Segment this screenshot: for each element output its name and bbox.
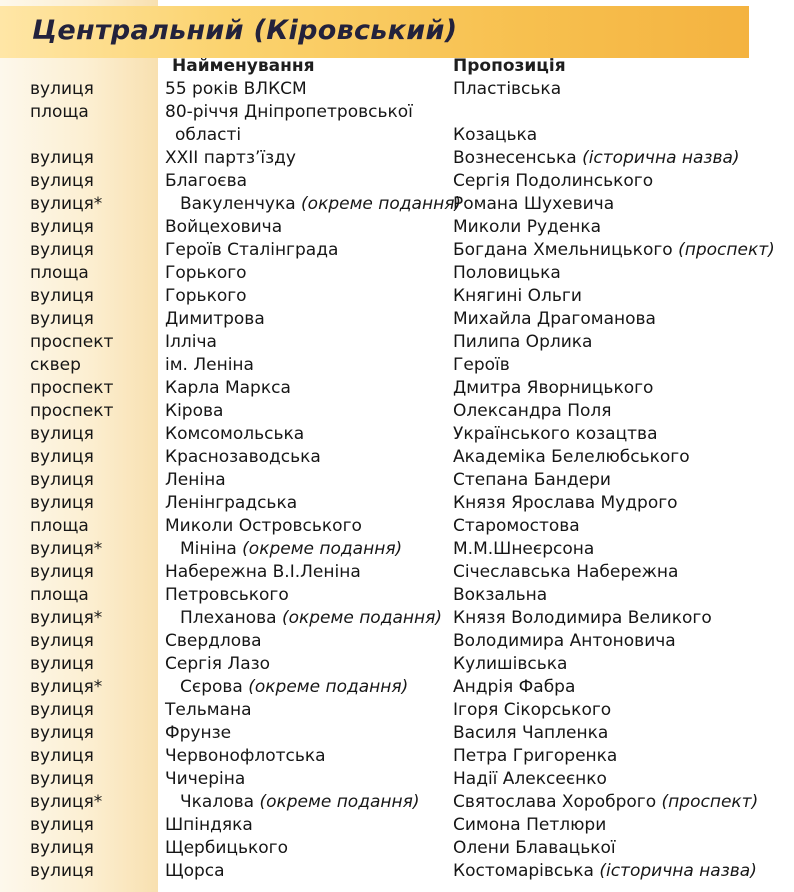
current-name-text: Тельмана bbox=[165, 700, 252, 720]
separate-submission-note: (окреме подання) bbox=[259, 792, 420, 812]
current-name-text: Вакуленчука bbox=[180, 194, 296, 214]
row-current-name bbox=[165, 561, 361, 584]
row-current-name bbox=[180, 676, 408, 699]
current-name-text: Петровського bbox=[165, 585, 289, 605]
row-type: вулиця* bbox=[30, 677, 103, 697]
proposed-name-text: Академіка Белелюбського bbox=[453, 447, 690, 467]
row-type: проспект bbox=[30, 378, 114, 398]
row-type: вулиця* bbox=[30, 792, 103, 812]
proposed-name-text: Святослава Хороброго bbox=[453, 792, 657, 812]
table-row bbox=[0, 216, 794, 239]
table-row bbox=[0, 354, 794, 377]
row-type: вулиця bbox=[30, 838, 94, 858]
table-row bbox=[0, 331, 794, 354]
row-current-name bbox=[165, 515, 362, 538]
row-current-name bbox=[165, 377, 291, 400]
current-name-text: Свердлова bbox=[165, 631, 262, 651]
row-proposed-name bbox=[453, 699, 611, 722]
proposed-name-text: Симона Петлюри bbox=[453, 815, 607, 835]
current-name-line2: області bbox=[175, 125, 242, 145]
current-name-text: 55 років ВЛКСМ bbox=[165, 79, 307, 99]
current-name-text: Ілліча bbox=[165, 332, 217, 352]
row-type: площа bbox=[30, 102, 89, 122]
proposed-name-text: Володимира Антоновича bbox=[453, 631, 676, 651]
row-proposed-name bbox=[453, 423, 657, 446]
row-current-name bbox=[165, 285, 247, 308]
row-proposed-name bbox=[453, 837, 616, 860]
row-current-name bbox=[165, 653, 270, 676]
proposal-note: (проспект) bbox=[678, 240, 775, 260]
proposed-name-text: Василя Чапленка bbox=[453, 723, 609, 743]
row-current-name bbox=[165, 860, 225, 883]
row-current-name bbox=[165, 492, 297, 515]
row-type: вулиця bbox=[30, 309, 94, 329]
proposed-name-text: Андрія Фабра bbox=[453, 677, 576, 697]
current-name-text: Благоєва bbox=[165, 171, 248, 191]
table-row bbox=[0, 469, 794, 492]
row-proposed-name bbox=[453, 331, 592, 354]
proposed-name-text: Пластівська bbox=[453, 79, 562, 99]
row-proposed-name bbox=[453, 515, 580, 538]
row-type: проспект bbox=[30, 332, 114, 352]
current-name-text: Димитрова bbox=[165, 309, 265, 329]
row-current-name bbox=[165, 423, 304, 446]
table-row bbox=[0, 308, 794, 331]
row-proposed-name bbox=[453, 561, 678, 584]
separate-submission-note: (окреме подання) bbox=[301, 194, 462, 214]
proposed-name-text: Дмитра Яворницького bbox=[453, 378, 654, 398]
table-row bbox=[0, 538, 794, 561]
row-proposed-name bbox=[453, 607, 712, 630]
current-name-text: Сергія Лазо bbox=[165, 654, 271, 674]
row-proposed-name bbox=[453, 354, 510, 377]
table-row bbox=[0, 814, 794, 837]
proposed-name-text: Вознесенська bbox=[453, 148, 577, 168]
table-row bbox=[0, 147, 794, 170]
row-current-name bbox=[165, 262, 247, 285]
row-current-name bbox=[165, 814, 253, 837]
row-proposed-name bbox=[453, 584, 547, 607]
row-proposed-name bbox=[453, 285, 582, 308]
row-proposed-name bbox=[453, 676, 575, 699]
row-current-name bbox=[165, 216, 282, 239]
proposed-name-text: Половицька bbox=[453, 263, 561, 283]
current-name-text: Миколи Островського bbox=[165, 516, 362, 536]
row-proposed-name bbox=[453, 308, 656, 331]
row-proposed-name bbox=[453, 147, 740, 170]
proposal-note: (проспект) bbox=[661, 792, 759, 812]
current-name-text: Героїв Сталінграда bbox=[165, 240, 339, 260]
row-proposed-name bbox=[453, 791, 758, 814]
row-current-name bbox=[165, 170, 247, 193]
row-proposed-name bbox=[453, 814, 606, 837]
row-type: вулиця bbox=[30, 700, 94, 720]
current-name-text: Набережна В.І.Леніна bbox=[165, 562, 361, 582]
proposal-note: (історична назва) bbox=[582, 148, 740, 168]
row-proposed-name bbox=[453, 377, 653, 400]
proposed-name-text: Кулишівська bbox=[453, 654, 568, 674]
proposed-name-text: Князя Володимира Великого bbox=[453, 608, 712, 628]
row-type: вулиця* bbox=[30, 194, 103, 214]
current-name-text: Мініна bbox=[180, 539, 237, 559]
current-name-text: ХХІІ партз’їзду bbox=[165, 148, 296, 168]
row-type: вулиця bbox=[30, 79, 94, 99]
row-current-name bbox=[165, 699, 252, 722]
table-row bbox=[0, 239, 794, 262]
row-type: вулиця bbox=[30, 861, 94, 881]
proposed-name-text: Михайла Драгоманова bbox=[453, 309, 656, 329]
row-current-name bbox=[180, 791, 419, 814]
proposed-name-text: Олександра Поля bbox=[453, 401, 612, 421]
current-name-text: Карла Маркса bbox=[165, 378, 291, 398]
proposed-name-text: Січеславська Набережна bbox=[453, 562, 679, 582]
row-proposed-name bbox=[453, 492, 678, 515]
current-name-text: Горького bbox=[165, 286, 247, 306]
row-type: вулиця bbox=[30, 562, 94, 582]
table-row bbox=[0, 515, 794, 538]
row-type: площа bbox=[30, 516, 89, 536]
current-name-text: Кірова bbox=[165, 401, 224, 421]
row-type: вулиця bbox=[30, 815, 94, 835]
current-name-text: Фрунзе bbox=[165, 723, 232, 743]
table-row bbox=[0, 607, 794, 630]
row-proposed-name bbox=[453, 262, 561, 285]
separate-submission-note: (окреме подання) bbox=[281, 608, 442, 628]
row-current-name bbox=[165, 331, 217, 354]
row-type: вулиця bbox=[30, 217, 94, 237]
row-proposed-name bbox=[453, 193, 614, 216]
row-current-name bbox=[165, 147, 296, 170]
proposed-name-text: Петра Григоренка bbox=[453, 746, 618, 766]
proposed-name-text: Олени Блавацької bbox=[453, 838, 616, 858]
current-name-text: Чкалова bbox=[180, 792, 255, 812]
row-proposed-name bbox=[453, 239, 775, 262]
row-current-name bbox=[165, 78, 307, 101]
proposed-name-text: Романа Шухевича bbox=[453, 194, 615, 214]
row-type: вулиця* bbox=[30, 539, 103, 559]
row-type: вулиця* bbox=[30, 608, 103, 628]
current-name-text: Шпіндяка bbox=[165, 815, 253, 835]
current-name-text: Сєрова bbox=[180, 677, 243, 697]
row-type: вулиця bbox=[30, 171, 94, 191]
row-proposed-name bbox=[453, 768, 607, 791]
row-type: вулиця bbox=[30, 240, 94, 260]
row-proposed-name bbox=[453, 722, 608, 745]
row-type: вулиця bbox=[30, 723, 94, 743]
row-proposed-name bbox=[453, 653, 567, 676]
current-name-text: Щербицького bbox=[165, 838, 288, 858]
row-type: вулиця bbox=[30, 424, 94, 444]
proposed-name-text: Княгині Ольги bbox=[453, 286, 582, 306]
proposed-name-text: Героїв bbox=[453, 355, 510, 375]
row-current-name bbox=[165, 584, 289, 607]
row-current-name bbox=[180, 607, 442, 630]
row-proposed-name bbox=[453, 170, 653, 193]
table-row bbox=[0, 722, 794, 745]
row-current-name bbox=[165, 400, 223, 423]
proposed-name-text: Ігоря Сікорського bbox=[453, 700, 612, 720]
row-proposed-name bbox=[453, 78, 561, 101]
row-type: вулиця bbox=[30, 654, 94, 674]
row-current-name bbox=[165, 722, 231, 745]
row-type: вулиця bbox=[30, 470, 94, 490]
row-current-name bbox=[165, 308, 265, 331]
table-row bbox=[0, 400, 794, 423]
row-proposed-name bbox=[453, 745, 617, 768]
current-name-text: Червонофлотська bbox=[165, 746, 326, 766]
row-type: вулиця bbox=[30, 447, 94, 467]
row-proposed-name bbox=[453, 124, 537, 147]
row-current-name bbox=[165, 354, 254, 377]
page-title: Центральний (Кіровський) bbox=[32, 15, 458, 46]
proposed-name-text: Козацька bbox=[453, 125, 538, 145]
row-type: вулиця bbox=[30, 493, 94, 513]
table-row bbox=[0, 745, 794, 768]
row-current-name bbox=[165, 101, 413, 147]
current-name-text: Краснозаводська bbox=[165, 447, 321, 467]
proposed-name-text: Костомарівська bbox=[453, 861, 594, 881]
row-proposed-name bbox=[453, 469, 611, 492]
row-current-name bbox=[165, 630, 262, 653]
table-row bbox=[0, 170, 794, 193]
table-row bbox=[0, 837, 794, 860]
current-name-text: Ленінградська bbox=[165, 493, 298, 513]
table-row bbox=[0, 446, 794, 469]
current-name-text: Щорса bbox=[165, 861, 225, 881]
proposal-note: (історична назва) bbox=[599, 861, 757, 881]
row-current-name bbox=[165, 745, 326, 768]
proposed-name-text: Князя Ярослава Мудрого bbox=[453, 493, 678, 513]
current-name-text: ім. Леніна bbox=[165, 355, 254, 375]
table-row bbox=[0, 285, 794, 308]
table-row bbox=[0, 584, 794, 607]
row-current-name bbox=[165, 837, 288, 860]
row-type: вулиця bbox=[30, 631, 94, 651]
table-row bbox=[0, 676, 794, 699]
row-type: площа bbox=[30, 585, 89, 605]
row-current-name bbox=[180, 193, 461, 216]
row-current-name bbox=[180, 538, 402, 561]
proposed-name-text: Надії Алексеєнко bbox=[453, 769, 607, 789]
proposed-name-text: Вокзальна bbox=[453, 585, 548, 605]
table-row bbox=[0, 630, 794, 653]
table-row bbox=[0, 768, 794, 791]
current-name-text: Горького bbox=[165, 263, 247, 283]
proposed-name-text: Старомостова bbox=[453, 516, 580, 536]
current-name-text: Войцеховича bbox=[165, 217, 283, 237]
table-row bbox=[0, 492, 794, 515]
table-row bbox=[0, 423, 794, 446]
row-current-name bbox=[165, 768, 245, 791]
table-row bbox=[0, 78, 794, 101]
column-header-proposal: Пропозиція bbox=[453, 56, 566, 76]
table-row bbox=[0, 377, 794, 400]
proposed-name-text: Пилипа Орлика bbox=[453, 332, 593, 352]
row-proposed-name bbox=[453, 538, 594, 561]
current-name-text: Леніна bbox=[165, 470, 226, 490]
table-row bbox=[0, 101, 794, 147]
row-proposed-name bbox=[453, 630, 676, 653]
renaming-table bbox=[0, 78, 794, 883]
current-name-text: Чичеріна bbox=[165, 769, 246, 789]
column-header-name: Найменування bbox=[172, 56, 315, 76]
row-proposed-name bbox=[453, 860, 757, 883]
row-proposed-name bbox=[453, 216, 601, 239]
proposed-name-text: Богдана Хмельницького bbox=[453, 240, 673, 260]
proposed-name-text: Миколи Руденка bbox=[453, 217, 602, 237]
proposed-name-text: Українського козацтва bbox=[453, 424, 658, 444]
proposed-name-text: Степана Бандери bbox=[453, 470, 611, 490]
table-row bbox=[0, 653, 794, 676]
row-type: вулиця bbox=[30, 769, 94, 789]
row-current-name bbox=[165, 469, 226, 492]
table-row bbox=[0, 561, 794, 584]
row-current-name bbox=[165, 239, 338, 262]
row-proposed-name bbox=[453, 400, 612, 423]
row-type: вулиця bbox=[30, 286, 94, 306]
row-type: площа bbox=[30, 263, 89, 283]
separate-submission-note: (окреме подання) bbox=[248, 677, 409, 697]
row-type: сквер bbox=[30, 355, 81, 375]
separate-submission-note: (окреме подання) bbox=[242, 539, 403, 559]
row-proposed-name bbox=[453, 446, 690, 469]
current-name-text: 80-річчя Дніпропетровської bbox=[165, 102, 413, 122]
row-current-name bbox=[165, 446, 321, 469]
row-type: вулиця bbox=[30, 148, 94, 168]
row-type: проспект bbox=[30, 401, 114, 421]
table-row bbox=[0, 791, 794, 814]
proposed-name-text: Сергія Подолинського bbox=[453, 171, 654, 191]
current-name-text: Плеханова bbox=[180, 608, 277, 628]
table-row bbox=[0, 262, 794, 285]
table-row bbox=[0, 860, 794, 883]
table-row bbox=[0, 699, 794, 722]
table-row bbox=[0, 193, 794, 216]
proposed-name-text: М.М.Шнеєрсона bbox=[453, 539, 595, 559]
current-name-text: Комсомольська bbox=[165, 424, 305, 444]
row-type: вулиця bbox=[30, 746, 94, 766]
